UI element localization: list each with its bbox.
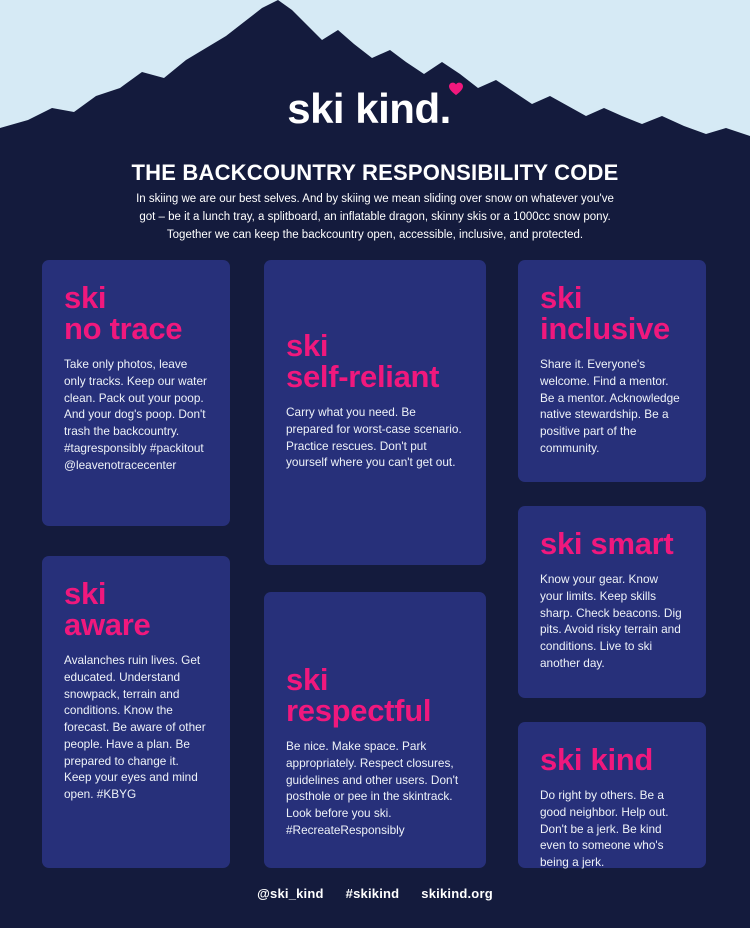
card-title-line-1: ski (64, 576, 107, 611)
card-title-line-2: inclusive (540, 311, 670, 346)
card-title-line-2: respectful (286, 693, 432, 728)
card-respectful (264, 592, 486, 868)
footer-website[interactable]: skikind.org (421, 886, 493, 901)
logo-text: ski kind. (287, 85, 451, 132)
card-title-line-1: ski (540, 280, 583, 315)
card-title-line-1: ski (64, 280, 107, 315)
card-body: Take only photos, leave only tracks. Keep our water clean. Pack out your poop. And your dog's poop. Don't trash the backcountry. #tagresponsibly #packitout @leavenotracecenter (64, 357, 207, 472)
subtitle-line-2: got – be it a lunch tray, a splitboard, an inflatable dragon, skinny skis or a 1000cc snow pony. (139, 210, 611, 223)
footer (0, 886, 750, 901)
card-title: ski kind (540, 742, 654, 777)
card-title: ski smart (540, 526, 674, 561)
page-title: THE BACKCOUNTRY RESPONSIBILITY CODE (131, 160, 619, 185)
card-title-line-1: ski (286, 662, 329, 697)
heart-icon (449, 82, 463, 96)
card-title-line-2: self-reliant (286, 359, 440, 394)
card-title (286, 664, 464, 726)
card-title-line-2: aware (64, 607, 151, 642)
card-title (540, 282, 684, 344)
card-body: Avalanches ruin lives. Get educated. Understand snowpack, terrain and conditions. Know the forecast. Be aware of other people. Have a plan. Be prepared to change it. Keep your eyes and mind open. #KBYG (64, 653, 206, 801)
card-title-line-1: ski (286, 328, 329, 363)
card-no-trace (42, 260, 230, 526)
card-title (64, 282, 208, 344)
card-self-reliant (264, 260, 486, 565)
subtitle-line-1: In skiing we are our best selves. And by skiing we mean sliding over snow on whatever you've (136, 193, 614, 205)
card-title-line-2: no trace (64, 311, 183, 346)
card-kind (518, 722, 706, 868)
card-body: Carry what you need. Be prepared for worst-case scenario. Practice rescues. Don't put yourself where you can't get out. (286, 405, 462, 470)
card-aware (42, 556, 230, 868)
footer-hashtag[interactable]: #skikind (345, 886, 400, 901)
card-smart (518, 506, 706, 698)
page-subtitle (95, 191, 655, 244)
footer-handle[interactable]: @ski_kind (257, 886, 324, 901)
mountain-range-icon (0, 0, 750, 160)
card-body: Know your gear. Know your limits. Keep skills sharp. Check beacons. Dig pits. Avoid risky terrain and conditions. Live to ski another day. (540, 572, 682, 670)
subtitle-line-3: Together we can keep the backcountry open, accessible, inclusive, and protected. (166, 228, 584, 241)
card-body: Do right by others. Be a good neighbor. Help out. Don't be a jerk. Be kind even to someone who's being a jerk. (540, 788, 669, 869)
card-body: Share it. Everyone's welcome. Find a mentor. Be a mentor. Acknowledge native stewardship. Be a positive part of the community. (540, 357, 680, 455)
card-inclusive (518, 260, 706, 482)
card-title (286, 330, 464, 392)
card-title (64, 578, 208, 640)
card-body: Be nice. Make space. Park appropriately. Respect closures, guidelines and other users. Don't posthole or pee in the skintrack. Look before you ski. #RecreateResponsibly (286, 739, 459, 837)
logo (0, 85, 750, 132)
